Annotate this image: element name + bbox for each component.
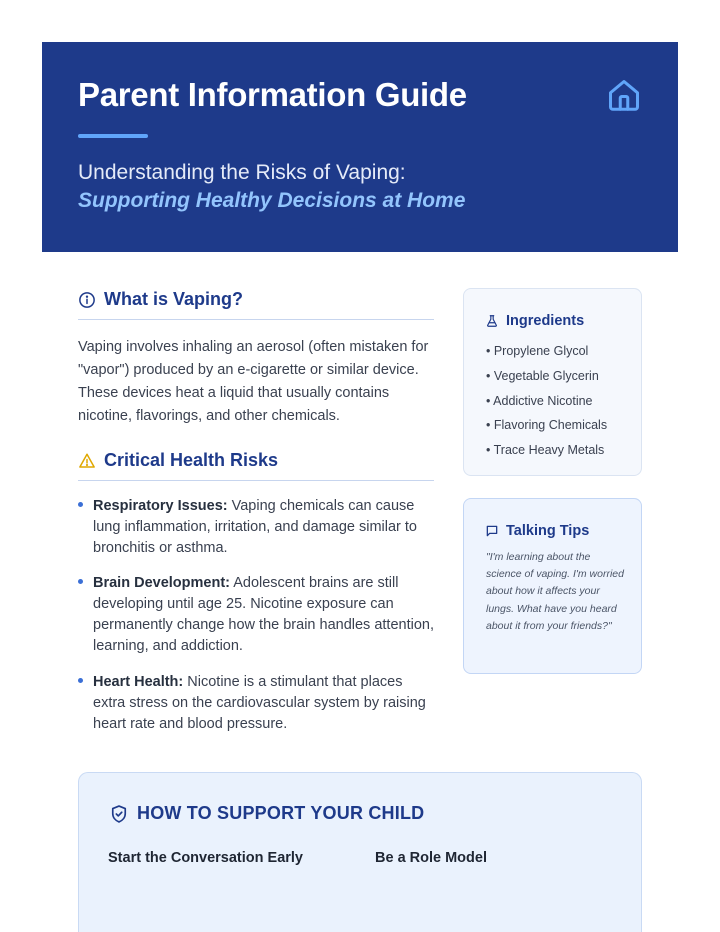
info-icon xyxy=(78,291,96,309)
chat-icon xyxy=(485,524,499,538)
section-title: What is Vaping? xyxy=(104,289,244,309)
risk-title: Respiratory Issues: xyxy=(93,498,228,514)
section-title: Critical Health Risks xyxy=(104,450,279,470)
shield-check-icon xyxy=(109,804,129,824)
section-heading-what-is-vaping xyxy=(78,289,434,320)
list-item: • Addictive Nicotine xyxy=(486,393,593,408)
talking-tips-card xyxy=(463,498,642,674)
support-title: HOW TO SUPPORT YOUR CHILD xyxy=(137,803,425,823)
ingredients-list xyxy=(486,339,607,463)
ingredients-heading xyxy=(485,313,584,329)
support-section xyxy=(78,772,642,932)
risk-text: Adolescent brains are still developing until age 25. Nicotine exposure can permanently change how the brain handles attention, learning, and addiction. xyxy=(93,575,434,654)
what-is-vaping-text: Vaping involves inhaling an aerosol (often mistaken for "vapor") produced by an e-cigarette or similar device. These devices heat a liquid that usually contains nicotine, flavorings, and other chemicals. xyxy=(78,339,429,424)
header-banner xyxy=(42,42,678,252)
flask-icon xyxy=(485,314,499,328)
risk-text: Vaping chemicals can cause lung inflammation, irritation, and damage similar to bronchitis or asthma. xyxy=(93,498,417,556)
bullet xyxy=(78,678,83,683)
section-heading-health-risks xyxy=(78,450,434,481)
risk-title: Heart Health: xyxy=(93,674,184,690)
list-item: • Trace Heavy Metals xyxy=(486,443,605,458)
card-title: Ingredients xyxy=(506,313,585,329)
support-heading xyxy=(109,803,424,824)
subtitle-line-1: Understanding the Risks of Vaping: xyxy=(78,161,406,184)
list-item: • Vegetable Glycerin xyxy=(486,368,599,383)
list-item: • Flavoring Chemicals xyxy=(486,418,608,433)
card-title: Talking Tips xyxy=(506,523,590,539)
tips-quote: "I'm learning about the science of vaping. I'm worried about how it affects your lungs. What have you heard about it from your friends?" xyxy=(486,551,624,632)
list-item: • Propylene Glycol xyxy=(486,344,589,358)
risk-text: Nicotine is a stimulant that places extra stress on the cardiovascular system by raising heart rate and blood pressure. xyxy=(93,674,426,732)
home-icon xyxy=(606,77,642,113)
bullet xyxy=(78,502,83,507)
title-underline xyxy=(78,134,148,138)
subtitle-line-2: Supporting Healthy Decisions at Home xyxy=(78,189,466,212)
risk-item-brain xyxy=(78,573,438,657)
bullet xyxy=(78,579,83,584)
risk-item-heart xyxy=(78,672,438,735)
support-col-conversation: Start the Conversation Early xyxy=(108,850,303,866)
page-title: Parent Information Guide xyxy=(78,76,467,113)
support-col-role-model: Be a Role Model xyxy=(375,850,487,866)
risk-title: Brain Development: xyxy=(93,575,230,591)
ingredients-card xyxy=(463,288,642,476)
risk-item-respiratory xyxy=(78,496,438,559)
talking-tips-heading xyxy=(485,523,589,539)
warning-icon xyxy=(78,452,96,470)
